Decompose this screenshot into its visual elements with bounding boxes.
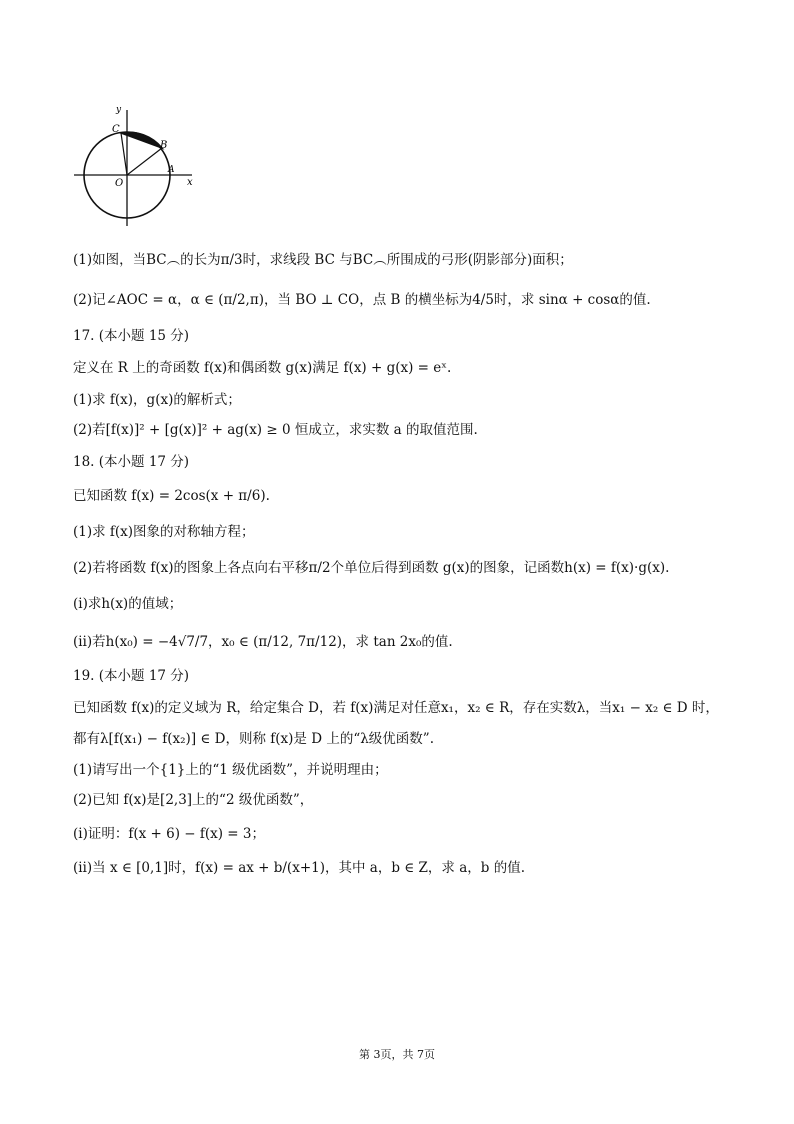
unit-circle-figure	[72, 100, 198, 228]
q18-part2: (2)若将函数 f(x)的图象上各点向右平移π/2个单位后得到函数 g(x)的图象，记函数h(x) = f(x)·g(x).	[73, 560, 670, 576]
q18-stem: 已知函数 f(x) = 2cos(x + π/6).	[73, 488, 270, 504]
q19-part1: (1)请写出一个{1}上的“1 级优函数”，并说明理由；	[73, 762, 388, 778]
label-o: O	[115, 178, 124, 189]
q19-part2-ii: (ⅱ)当 x ∈ [0,1]时，f(x) = ax + b/(x+1)，其中 a，b ∈ Z，求 a，b 的值.	[73, 860, 525, 876]
label-x: x	[187, 177, 193, 188]
label-a: A	[168, 165, 175, 175]
q19-part2: (2)已知 f(x)是[2,3]上的“2 级优函数”，	[73, 792, 314, 808]
label-y: y	[116, 105, 122, 115]
q19-part2-i: (ⅰ)证明：f(x + 6) − f(x) = 3；	[73, 826, 265, 842]
q17-part2: (2)若[f(x)]² + [g(x)]² + ag(x) ≥ 0 恒成立，求实数 a 的取值范围.	[73, 422, 478, 438]
q19-header: 19. (本小题 17 分)	[73, 668, 190, 684]
q19-stem-1: 已知函数 f(x)的定义域为 R，给定集合 D，若 f(x)满足对任意x₁，x₂ ∈ R，存在实数λ，当x₁ − x₂ ∈ D 时，	[73, 700, 719, 716]
radius-oc	[121, 133, 127, 175]
q17-stem: 定义在 R 上的奇函数 f(x)和偶函数 g(x)满足 f(x) + g(x) = eˣ.	[73, 360, 452, 376]
q16-part2: (2)记∠AOC = α，α ∈ (π/2,π)，当 BO ⊥ CO，点 B 的横坐标为4/5时，求 sinα + cosα的值.	[73, 292, 651, 308]
label-b: B	[160, 140, 168, 151]
label-c: C	[112, 124, 120, 135]
q17-header: 17. (本小题 15 分)	[73, 328, 190, 344]
q18-part2-ii: (ⅱ)若h(x₀) = −4√7/7，x₀ ∈ (π/12, 7π/12)，求 tan 2x₀的值.	[73, 634, 453, 650]
q16-part1: (1)如图，当BC︵的长为π/3时，求线段 BC 与BC︵所围成的弓形(阴影部分)面积；	[73, 252, 573, 268]
radius-ob	[127, 148, 162, 175]
page-footer: 第 3页，共 7页	[359, 1048, 435, 1061]
q18-header: 18. (本小题 17 分)	[73, 454, 190, 470]
q18-part2-i: (ⅰ)求h(x)的值域；	[73, 596, 183, 612]
q18-part1: (1)求 f(x)图象的对称轴方程；	[73, 524, 255, 540]
q19-stem-2: 都有λ[f(x₁) − f(x₂)] ∈ D，则称 f(x)是 D 上的“λ级优函数”.	[73, 731, 434, 747]
q17-part1: (1)求 f(x)，g(x)的解析式；	[73, 392, 241, 408]
